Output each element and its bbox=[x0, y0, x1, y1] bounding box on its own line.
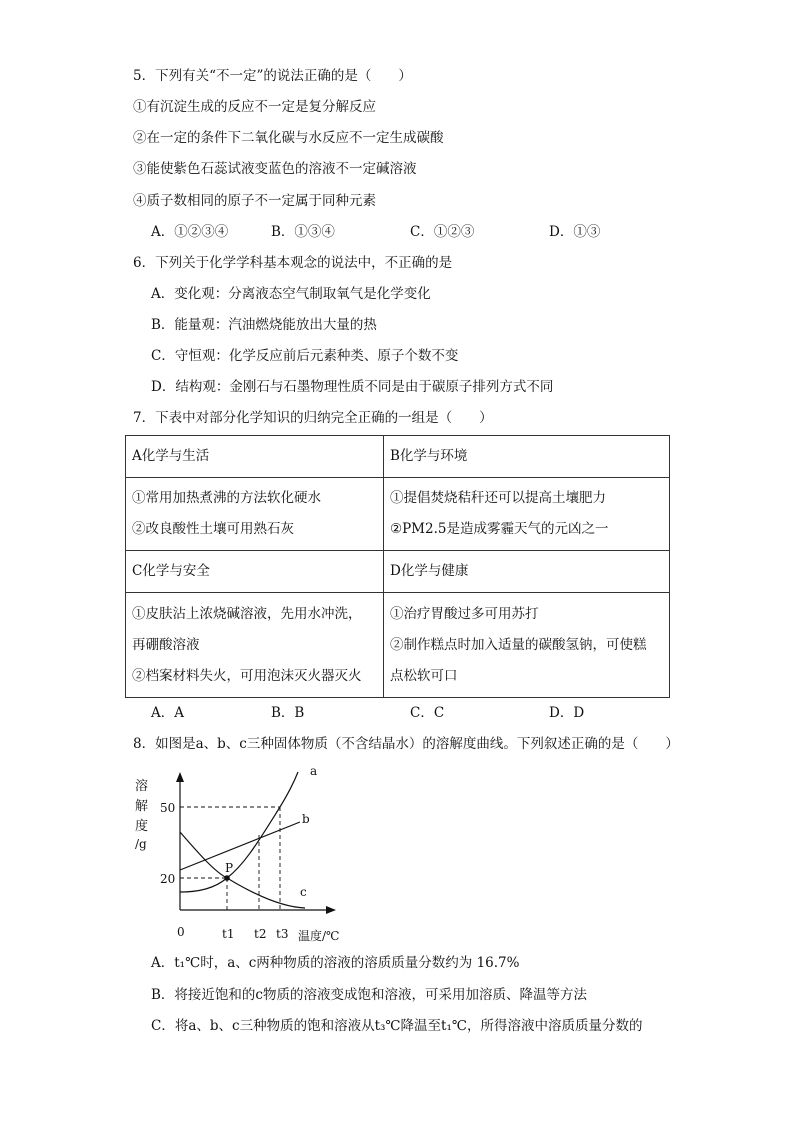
solubility-graph bbox=[130, 760, 360, 950]
y-axis-arrow bbox=[176, 772, 184, 782]
q8-option-c: C．将a、b、c三种物质的饱和溶液从t₃℃降温至t₁℃，所得溶液中溶质质量分数的 bbox=[151, 1018, 643, 1034]
label-b: b bbox=[302, 812, 310, 826]
q6-option-b: B．能量观：汽油燃烧能放出大量的热 bbox=[151, 317, 377, 333]
q7-option-b: B．B bbox=[271, 705, 305, 721]
q5-option-c: C．①②③ bbox=[410, 224, 475, 240]
tick-20: 20 bbox=[160, 872, 176, 886]
table-c-line-3: ②档案材料失火，可用泡沫灭火器灭火 bbox=[132, 667, 362, 684]
q5-item-1: ①有沉淀生成的反应不一定是复分解反应 bbox=[133, 99, 376, 115]
tick-t2: t2 bbox=[254, 927, 267, 941]
table-b-line-1: ①提倡焚烧秸秆还可以提高土壤肥力 bbox=[390, 490, 606, 506]
q5-option-a: A．①②③④ bbox=[151, 224, 229, 240]
label-a: a bbox=[310, 764, 318, 778]
tick-origin: 0 bbox=[177, 925, 185, 939]
q6-option-c: C．守恒观：化学反应前后元素种类、原子个数不变 bbox=[151, 348, 459, 364]
table-cell-b-head: B化学与环境 bbox=[384, 436, 670, 478]
table-c-line-1: ①皮肤沾上浓烧碱溶液，先用水冲洗， bbox=[132, 605, 362, 622]
q7-option-c: C．C bbox=[410, 705, 445, 721]
tick-t1: t1 bbox=[222, 927, 235, 941]
table-d-line-2: ②制作糕点时加入适量的碳酸氢钠，可使糕 bbox=[390, 636, 647, 653]
table-cell-d-head: D化学与健康 bbox=[384, 551, 670, 593]
q5-option-d: D．①③ bbox=[549, 224, 601, 240]
q6-stem: 6．下列关于化学学科基本观念的说法中，不正确的是 bbox=[133, 255, 453, 271]
knowledge-table bbox=[125, 435, 670, 698]
label-c: c bbox=[300, 885, 307, 899]
table-cell-c-body bbox=[126, 593, 384, 698]
q5-stem: 5．下列有关“不一定”的说法正确的是（ ） bbox=[133, 68, 412, 84]
tick-t3: t3 bbox=[276, 927, 289, 941]
ylabel-3: 度 bbox=[135, 819, 149, 834]
table-cell-a-head: A化学与生活 bbox=[126, 436, 384, 478]
label-p: P bbox=[225, 861, 234, 875]
q5-item-3: ③能使紫色石蕊试液变蓝色的溶液不一定碱溶液 bbox=[133, 161, 417, 177]
q6-option-a: A．变化观：分离液态空气制取氧气是化学变化 bbox=[151, 286, 431, 302]
table-b-line-2: ②PM2.5是造成雾霾天气的元凶之一 bbox=[390, 521, 609, 537]
q6-option-d: D．结构观：金刚石与石墨物理性质不同是由于碳原子排列方式不同 bbox=[151, 379, 554, 395]
tick-50: 50 bbox=[160, 801, 176, 815]
q7-stem: 7．下表中对部分化学知识的归纳完全正确的一组是（ ） bbox=[133, 410, 493, 426]
q5-item-4: ④质子数相同的原子不一定属于同种元素 bbox=[133, 193, 376, 209]
ylabel-2: 解 bbox=[135, 799, 149, 814]
x-axis-label: 温度/℃ bbox=[298, 929, 340, 943]
q8-option-b: B．将接近饱和的c物质的溶液变成饱和溶液，可采用加溶质、降温等方法 bbox=[151, 987, 587, 1003]
table-a-line-1: ①常用加热煮沸的方法软化硬水 bbox=[132, 490, 321, 506]
q7-option-d: D．D bbox=[549, 705, 585, 721]
point-p bbox=[224, 875, 230, 881]
table-cell-c-head: C化学与安全 bbox=[126, 551, 384, 593]
curve-b bbox=[180, 822, 300, 870]
q8-option-a: A．t₁℃时，a、c两种物质的溶液的溶质质量分数约为 16.7% bbox=[151, 955, 520, 971]
table-cell-d-body bbox=[384, 593, 670, 698]
table-d-line-3: 点松软可口 bbox=[390, 667, 458, 684]
q5-option-b: B．①③④ bbox=[271, 224, 335, 240]
ylabel-4: /g bbox=[135, 837, 147, 851]
table-a-line-2: ②改良酸性土壤可用熟石灰 bbox=[132, 521, 294, 537]
q8-stem: 8．如图是a、b、c三种固体物质（不含结晶水）的溶解度曲线。下列叙述正确的是（ ） bbox=[133, 736, 679, 752]
curve-c bbox=[180, 832, 305, 908]
table-c-line-2: 再硼酸溶液 bbox=[132, 636, 200, 653]
table-cell-a-body bbox=[126, 478, 384, 551]
table-cell-b-body bbox=[384, 478, 670, 551]
table-d-line-1: ①治疗胃酸过多可用苏打 bbox=[390, 605, 539, 622]
q5-item-2: ②在一定的条件下二氧化碳与水反应不一定生成碳酸 bbox=[133, 130, 444, 146]
x-axis-arrow bbox=[326, 906, 336, 914]
ylabel-1: 溶 bbox=[135, 779, 149, 794]
q7-option-a: A．A bbox=[151, 705, 184, 721]
